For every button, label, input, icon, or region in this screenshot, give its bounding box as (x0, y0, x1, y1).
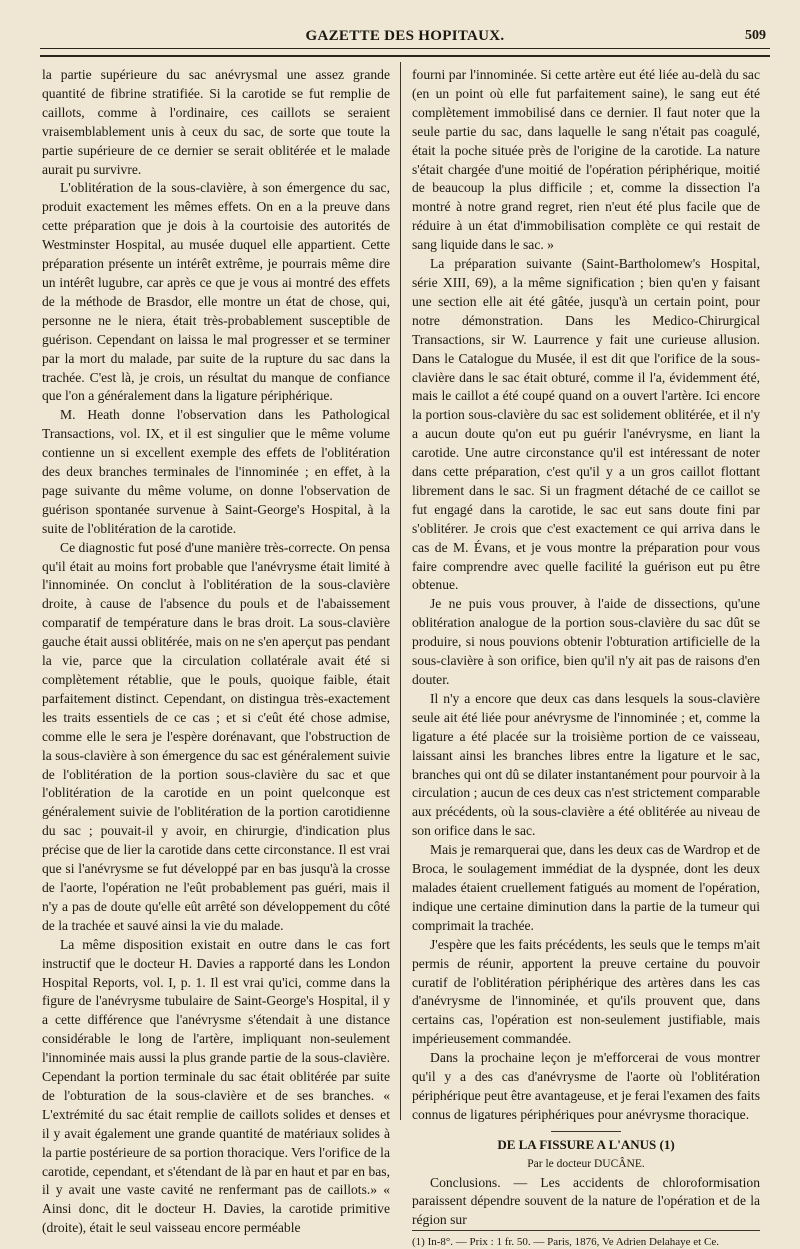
right-column (412, 66, 760, 1249)
section-separator (551, 1131, 621, 1132)
paragraph: Ce diagnostic fut posé d'une manière très-correcte. On pensa qu'il était au moins fort probable que l'anévrysme était limité à l'innominée. On conclut à l'oblitération de la sous-clavière droite, à cause de l'absence du pouls et de l'abaissement comparatif de température dans le bras droit. La sous-clavière gauche était aussi oblitérée, mais on ne s'en aperçut pas pendant la vie, parce que la circulation collatérale avait été si complètement rétablie, que le pouls, quoique faible, était parfaitement distinct. Cependant, on distingua très-exactement les traits essentiels de ce cas ; et si c'eût été chose admise, comme elle le sera je l'espère dorénavant, que l'obstruction de la sous-clavière à son émergence du sac est généralement suivie de l'oblitération de la portion sous-clavière du sac et que l'oblitération de la carotide en un point quelconque est généralement suivie de l'oblitération de la portion carotidienne du sac ; pouvait-il y avoir, en chirurgie, d'indication plus précise que de lier la carotide dans cette circonstance. Il est vrai que si l'anévrysme se fut développé par en bas jusqu'à la crosse de l'aorte, l'opération ne l'eût probablement pas guéri, mais il n'y a pas de doute qu'elle eût arrêté son développement du côté de la trachée et sauvé ainsi la vie du malade. (42, 539, 390, 933)
running-title: GAZETTE DES HOPITAUX. (305, 28, 505, 44)
paragraph: Mais je remarquerai que, dans les deux cas de Wardrop et de Broca, le soulagement immédiat de la dyspnée, dont les deux malades étaient cruellement fatigués au moment de l'opération, indique une certaine diminution dans la partie de la tumeur qui comprimait la trachée. (412, 842, 760, 933)
left-column (42, 66, 390, 1236)
section-title: DE LA FISSURE A L'ANUS (1) (497, 1136, 675, 1152)
page-number: 509 (745, 28, 766, 43)
paragraph: L'oblitération de la sous-clavière, à son émergence du sac, produit exactement les mêmes effets. On en a la preuve dans cette préparation que je dois à la courtoisie des autorités de Westminster Hospital, au musée duquel elle appartient. Cette préparation présente un intérêt extrême, je pourrais même dire un intérêt lugubre, car après ce que je vous ai montré des effets de la méthode de Brasdor, elle montre un état de chose, qui, personne ne le niera, était très-probablement susceptible de guérison. Cependant on laissa le mal progresser et se terminer par la mort du malade, par suite de la rupture du sac dans la trachée. C'est là, je crois, un résultat du manque de confiance que l'on a généralement dans la ligature périphérique. (42, 180, 390, 404)
section-byline: Par le docteur DUCÂNE. (527, 1157, 645, 1170)
column-divider (400, 62, 401, 1120)
paragraph: La préparation suivante (Saint-Bartholomew's Hospital, série XIII, 69), a la même signification ; bien qu'en y faisant une section elle ait été gâtée, jusqu'à un certain point, pour notre démonstration. Dans les Medico-Chirurgical Transactions, sir W. Laurrence y fait une curieuse allusion. Dans le Catalogue du Musée, il est dit que l'orifice de la sous-clavière dans le sac était obturé, comme il l'a, évidemment été, mais le caillot a été coupé quand on a ouvert l'artère. Ici encore la portion sous-clavière du sac est solidement oblitérée, et il n'y a aucun doute qu'on eut pu guérir l'anévrysme, en liant la carotide. Une autre circonstance qu'il est intéressant de noter dans cette préparation, c'est qu'il y a un gros caillot flottant librement dans le sac. Si un fragment détaché de ce caillot se fut engagé dans la carotide, le sac eut sans doute fini par s'oblitérer. Je crois que c'est exactement ce qui arriva dans le cas de M. Évans, et je vous montre la préparation pour vous faire comprendre avec quelle facilité la guérison eut pu être obtenue. (412, 256, 760, 593)
paragraph: M. Heath donne l'observation dans les Pathological Transactions, vol. IX, et il est singulier que le même volume contienne un si excellent exemple des effets de l'oblitération des deux branches terminales de l'innominée ; en effet, à la page suivante du même volume, on donne l'observation de guérison spontanée survenue à Saint-George's Hospital, à la suite de l'oblitération de la carotide. (42, 407, 390, 536)
header-rule (40, 55, 770, 57)
page-header (40, 26, 770, 49)
paragraph: J'espère que les faits précédents, les seuls que le temps m'ait permis de réunir, apportent la preuve certaine du pouvoir curatif de l'oblitération périphérique des artères dans les cas d'anévrysme de l'innominée, et qu'ils prouvent que, dans certains cas, l'opération est non-seulement justifiable, mais impérieusement commandée. (412, 936, 760, 1047)
paragraph: Il n'y a encore que deux cas dans lesquels la sous-clavière seule ait été liée pour anévrysme de l'innominée ; et, comme la ligature a été placée sur la troisième portion de ce vaisseau, laissant ainsi les branches libres entre la ligature et le sac, branches qui ont dû se dilater instantanément pour pourvoir à la circulation ; aucun de ces deux cas n'est strictement comparable aux précédents, où la sous-clavière a été oblitérée au niveau de son orifice dans le sac. (412, 690, 760, 839)
footnote: (1) In-8°. — Prix : 1 fr. 50. — Paris, 1876, Ve Adrien Delahaye et Ce. (412, 1230, 760, 1249)
paragraph: la partie supérieure du sac anévrysmal une assez grande quantité de fibrine stratifiée. Si la carotide se fut remplie de caillots, comme à l'ordinaire, ces caillots se seraient vraisemblablement unis à ceux du sac, de sorte que toute la partie supérieure de ce dernier se serait oblitérée et le malade aurait pu survivre. (42, 67, 390, 177)
paragraph: La même disposition existait en outre dans le cas fort instructif que le docteur H. Davies a rapporté dans les London Hospital Reports, vol. I, p. 1. Il est vrai qu'ici, comme dans la figure de l'anévrysme tubulaire de Saint-George's Hospital, il y a cette différence que l'anévrysme s'étendait à une distance considérable le long de l'artère, impliquant non-seulement l'innominée mais aussi la plus grande partie de la sous-clavière. Cependant la portion terminale du sac était oblitérée par suite de l'obturation de la sous-clavière et de ses branches. « L'extrémité du sac était remplie de caillots solides et denses et il y avait également une grande quantité de matériaux solides à la partie postérieure de sa portion thoracique. Vers l'orifice de la carotide, cependant, et s'étendant de là par en haut et par en bas, il y avait une vaste cavité ne renfermant pas de caillots.» « Ainsi donc, dit le docteur H. Davies, la carotide primitive (droite), était le seul vaisseau encore perméable (42, 936, 390, 1236)
paragraph: Dans la prochaine leçon je m'efforcerai de vous montrer qu'il y a des cas d'anévrysme de l'aorte où l'oblitération périphérique peut être avantageuse, et je ferai l'examen des faits connus de ligatures périphériques pour anévrysme thoracique. (412, 1050, 760, 1122)
paragraph: fourni par l'innominée. Si cette artère eut été liée au-delà du sac (en un point où elle fut parfaitement saine), le sang eut été complètement immobilisé dans ce dernier. Il faut noter que la seule partie du sac, dans laquelle le sang n'était pas coagulé, était la poche située près de l'origine de la carotide. La nature s'était chargée d'une moitié de l'opération périphérique, moitié de beaucoup la plus difficile ; et, comme la dissection l'a montré à notre grand regret, rien n'eut été plus facile que de réduire à un état d'immobilisation complète ce qui restait de sang liquide dans le sac. » (412, 67, 760, 253)
paragraph: Conclusions. — Les accidents de chloroformisation paraissent dépendre souvent de la nature de l'opération et de la région sur (412, 1174, 760, 1228)
paragraph: Je ne puis vous prouver, à l'aide de dissections, qu'une oblitération analogue de la portion sous-clavière du sac dût se produire, si nous pouvions obtenir l'obturation artificielle de la sous-clavière à son orifice, bien qu'il n'y ait pas de raisons d'en douter. (412, 596, 760, 687)
